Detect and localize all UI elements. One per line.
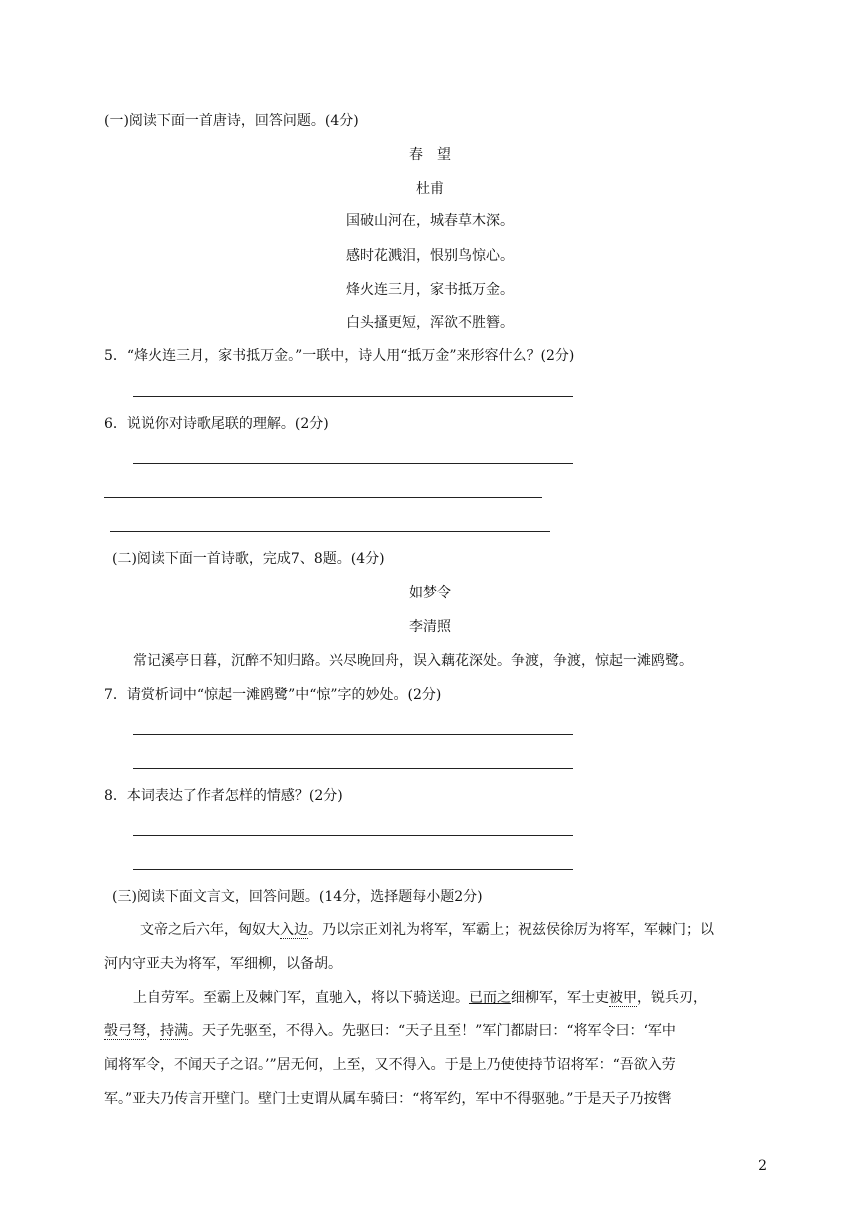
question-5: 5．“烽火连三月，家书抵万金。”一联中，诗人用“抵万金”来形容什么？(2分) bbox=[104, 348, 575, 364]
prose-paragraph-1-line-1 bbox=[140, 921, 714, 939]
question-7: 7．请赏析词中“惊起一滩鸥鹭”中“惊”字的妙处。(2分) bbox=[104, 687, 442, 703]
poem1-author: 杜甫 bbox=[416, 181, 444, 197]
marked-word: 入边 bbox=[280, 922, 308, 938]
marked-word: 彀弓弩 bbox=[104, 1023, 146, 1039]
question-8: 8．本词表达了作者怎样的情感？(2分) bbox=[104, 788, 343, 804]
answer-line-q6-3[interactable] bbox=[110, 531, 550, 532]
prose-text: 。乃以宗正刘礼为将军，军霸上；祝兹侯徐厉为将军，军棘门；以 bbox=[308, 922, 714, 938]
poem1-line-3: 烽火连三月，家书抵万金。 bbox=[346, 282, 514, 298]
prose-text: ，锐兵刃， bbox=[637, 990, 707, 1006]
answer-line-q6-2[interactable] bbox=[104, 497, 542, 498]
prose-paragraph-2-line-3: 闻将军令，不闻天子之诏。’”居无何，上至，又不得入。于是上乃使使持节诏将军：“吾欲入劳 bbox=[104, 1057, 676, 1073]
question-6: 6．说说你对诗歌尾联的理解。(2分) bbox=[104, 416, 329, 432]
answer-line-q7-2[interactable] bbox=[133, 768, 573, 769]
poem1-line-1: 国破山河在，城春草木深。 bbox=[346, 213, 514, 229]
prose-paragraph-1-line-2: 河内守亚夫为将军，军细柳，以备胡。 bbox=[104, 956, 342, 972]
prose-text: ， bbox=[146, 1023, 160, 1039]
answer-line-q5[interactable] bbox=[133, 396, 573, 397]
prose-text: 上自劳军。至霸上及棘门军，直驰入，将以下骑送迎。 bbox=[133, 990, 469, 1006]
prose-paragraph-2-line-2 bbox=[104, 1022, 676, 1040]
answer-line-q8-1[interactable] bbox=[133, 835, 573, 836]
answer-line-q6-1[interactable] bbox=[133, 463, 573, 464]
prose-paragraph-2-line-1 bbox=[133, 989, 707, 1007]
page-number: 2 bbox=[758, 1158, 767, 1174]
poem2-text: 常记溪亭日暮，沉醉不知归路。兴尽晚回舟，误入藕花深处。争渡，争渡，惊起一滩鸥鹭。 bbox=[133, 653, 693, 669]
poem2-author: 李清照 bbox=[409, 619, 451, 635]
marked-word: 被甲 bbox=[609, 990, 637, 1006]
section-3-heading: (三)阅读下面文言文，回答问题。(14分，选择题每小题2分) bbox=[112, 889, 483, 905]
section-2-heading: (二)阅读下面一首诗歌，完成7、8题。(4分) bbox=[112, 551, 385, 567]
section-1-heading: (一)阅读下面一首唐诗，回答问题。(4分) bbox=[104, 113, 359, 129]
poem1-line-4: 白头搔更短，浑欲不胜簪。 bbox=[346, 315, 514, 331]
poem1-line-2: 感时花溅泪，恨别鸟惊心。 bbox=[346, 248, 514, 264]
underlined-phrase: 已而之 bbox=[469, 990, 511, 1006]
prose-text: 。天子先驱至，不得入。先驱曰：“天子且至！”军门都尉曰：“将军令曰：‘军中 bbox=[188, 1023, 676, 1039]
marked-word: 持满 bbox=[160, 1023, 188, 1039]
prose-text: 细柳军，军士吏 bbox=[511, 990, 609, 1006]
poem2-title: 如梦令 bbox=[409, 585, 451, 601]
prose-paragraph-2-line-4: 军。”亚夫乃传言开壁门。壁门士吏谓从属车骑曰：“将军约，军中不得驱驰。”于是天子乃按辔 bbox=[104, 1091, 672, 1107]
poem1-title: 春 望 bbox=[409, 147, 451, 163]
prose-text: 文帝之后六年，匈奴大 bbox=[140, 922, 280, 938]
answer-line-q8-2[interactable] bbox=[133, 869, 573, 870]
answer-line-q7-1[interactable] bbox=[133, 734, 573, 735]
